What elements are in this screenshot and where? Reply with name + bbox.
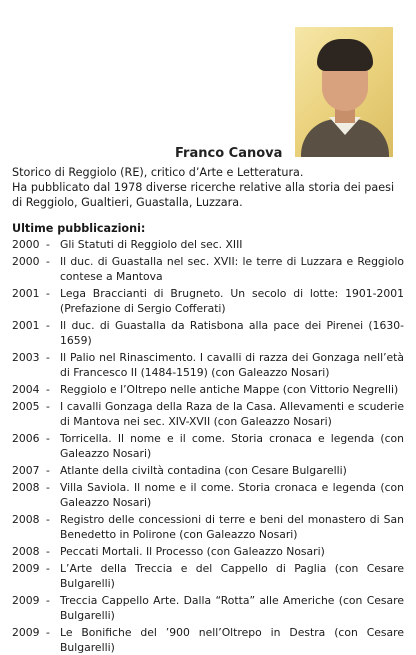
publication-year: 2001	[12, 287, 40, 300]
publication-title: Il Palio nel Rinascimento. I cavalli di razza dei Gonzaga nell’età di Francesco II (1484-1519) (con Galeazzo Nosari)	[60, 351, 404, 379]
publication-title: Le Bonifiche del ’900 nell’Oltrepo in Destra (con Cesare Bulgarelli)	[60, 626, 404, 654]
publication-item	[12, 350, 404, 380]
publication-item	[12, 561, 404, 591]
separator: -	[46, 562, 50, 575]
publication-year: 2004	[12, 383, 40, 396]
publication-item	[12, 512, 404, 542]
author-bio	[12, 165, 404, 210]
publication-item	[12, 237, 404, 252]
author-name: Franco Canova	[175, 146, 283, 161]
author-photo	[295, 27, 393, 157]
publication-item	[12, 431, 404, 461]
separator: -	[46, 383, 50, 396]
separator: -	[46, 319, 50, 332]
separator: -	[46, 432, 50, 445]
separator: -	[46, 513, 50, 526]
publication-item	[12, 318, 404, 348]
publication-year: 2008	[12, 545, 40, 558]
separator: -	[46, 287, 50, 300]
publication-year: 2008	[12, 481, 40, 494]
publications-title: Ultime pubblicazioni:	[12, 222, 146, 235]
publication-item	[12, 254, 404, 284]
publication-item	[12, 463, 404, 478]
publication-title: Torricella. Il nome e il come. Storia cronaca e legenda (con Galeazzo Nosari)	[60, 432, 404, 460]
publication-title: Treccia Cappello Arte. Dalla “Rotta” alle Americhe (con Cesare Bulgarelli)	[60, 594, 404, 622]
separator: -	[46, 238, 50, 251]
publication-title: Reggiolo e l’Oltrepo nelle antiche Mappe (con Vittorio Negrelli)	[60, 383, 399, 396]
publication-year: 2007	[12, 464, 40, 477]
publication-year: 2000	[12, 238, 40, 251]
photo-hair	[317, 39, 373, 71]
publication-year: 2008	[12, 513, 40, 526]
separator: -	[46, 400, 50, 413]
separator: -	[46, 464, 50, 477]
publication-title: Registro delle concessioni di terre e beni del monastero di San Benedetto in Polirone (con Galeazzo Nosari)	[60, 513, 404, 541]
publication-title: Villa Saviola. Il nome e il come. Storia cronaca e legenda (con Galeazzo Nosari)	[60, 481, 404, 509]
bio-line: Storico di Reggiolo (RE), critico d’Arte e Letteratura.	[12, 166, 304, 179]
publication-year: 2009	[12, 626, 40, 639]
separator: -	[46, 626, 50, 639]
publication-title: Il duc. di Guastalla da Ratisbona alla pace dei Pirenei (1630-1659)	[60, 319, 404, 347]
separator: -	[46, 255, 50, 268]
publication-year: 2005	[12, 400, 40, 413]
publication-year: 2009	[12, 562, 40, 575]
publication-year: 2003	[12, 351, 40, 364]
publication-title: Il duc. di Guastalla nel sec. XVII: le terre di Luzzara e Reggiolo contese a Mantova	[60, 255, 404, 283]
publication-item	[12, 544, 404, 559]
publication-item	[12, 480, 404, 510]
publication-year: 2006	[12, 432, 40, 445]
separator: -	[46, 351, 50, 364]
separator: -	[46, 594, 50, 607]
publication-year: 2009	[12, 594, 40, 607]
publication-item	[12, 593, 404, 623]
publication-title: Peccati Mortali. Il Processo (con Galeazzo Nosari)	[60, 545, 325, 558]
publication-title: L’Arte della Treccia e del Cappello di Paglia (con Cesare Bulgarelli)	[60, 562, 404, 590]
publication-item	[12, 286, 404, 316]
publications-list	[12, 237, 404, 655]
publication-year: 2000	[12, 255, 40, 268]
publication-title: I cavalli Gonzaga della Raza de la Casa. Allevamenti e scuderie di Mantova nei sec. XIV-XVII (con Galeazzo Nosari)	[60, 400, 404, 428]
separator: -	[46, 545, 50, 558]
bio-line: Ha pubblicato dal 1978 diverse ricerche relative alla storia dei paesi di Reggiolo, Gualtieri, Guastalla, Luzzara.	[12, 181, 395, 209]
publication-title: Atlante della civiltà contadina (con Cesare Bulgarelli)	[60, 464, 347, 477]
publication-item	[12, 382, 404, 397]
publication-item	[12, 399, 404, 429]
publication-item	[12, 625, 404, 655]
separator: -	[46, 481, 50, 494]
publication-year: 2001	[12, 319, 40, 332]
publication-title: Lega Braccianti di Brugneto. Un secolo di lotte: 1901-2001 (Prefazione di Sergio Cofferati)	[60, 287, 404, 315]
publication-title: Gli Statuti di Reggiolo del sec. XIII	[60, 238, 243, 251]
